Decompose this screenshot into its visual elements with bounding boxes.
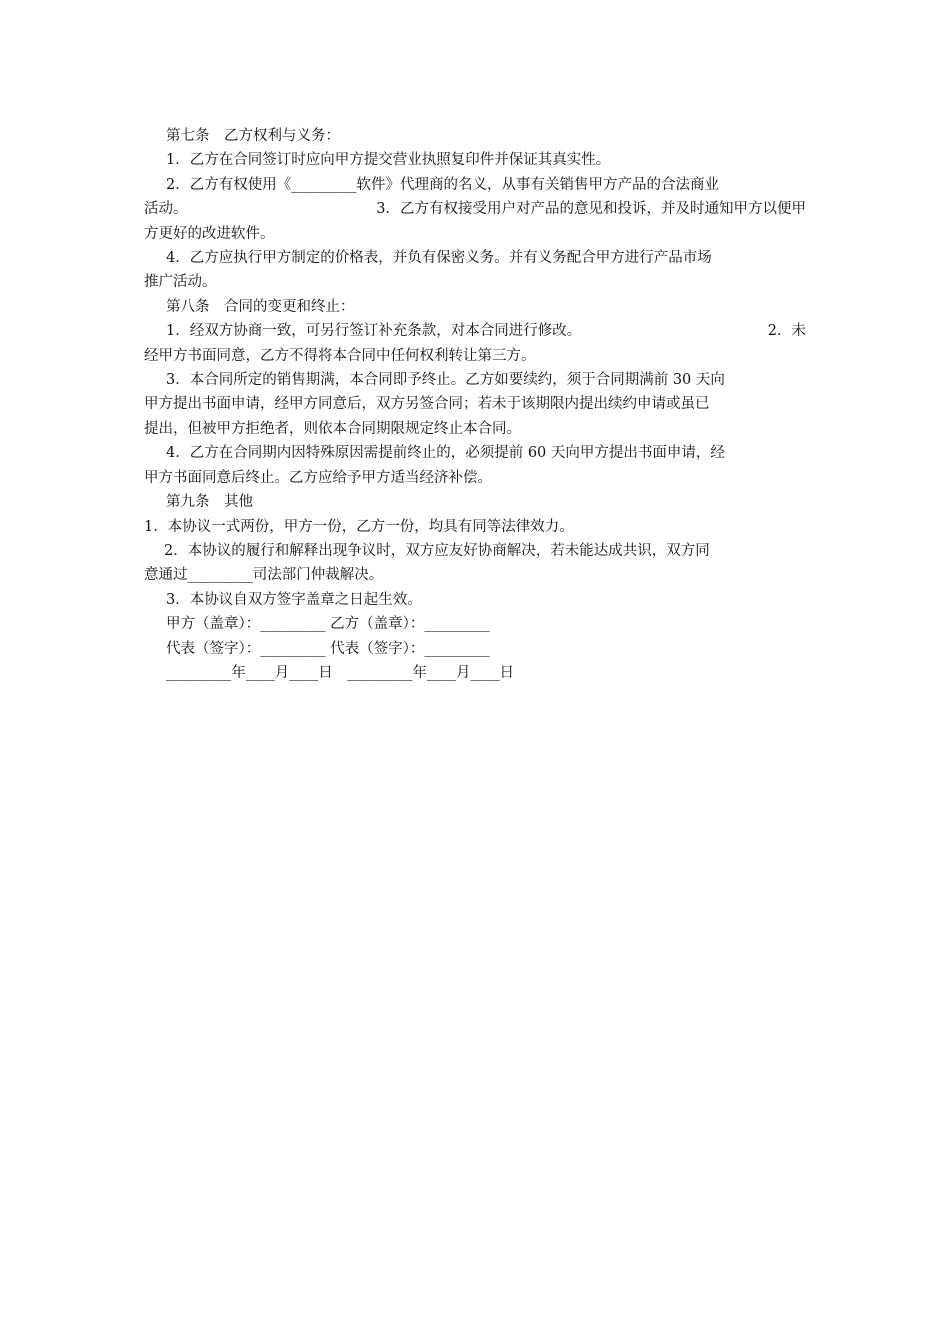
article-7-item-3-line-2: 方更好的改进软件。 [144, 225, 275, 242]
article-8-item-3-line-1: 3．本合同所定的销售期满，本合同即予终止。乙方如要续约，须于合同期满前 30 天向 [166, 372, 725, 389]
article-7-heading: 第七条 乙方权利与义务： [166, 128, 340, 144]
article-9-heading: 第九条 其他 [166, 494, 253, 511]
article-7-item-2-line-1: 2．乙方有权使用《_________软件》代理商的名义，从事有关销售甲方产品的合法商业 [166, 176, 719, 193]
article-8-item-4-line-1: 4．乙方在合同期内因特殊原因需提前终止的，必须提前 60 天向甲方提出书面申请，经 [166, 445, 725, 462]
signature-line: 代表（签字）：_________ 代表（签字）：_________ [166, 640, 490, 657]
article-9-item-2-line-1: 2．本协议的履行和解释出现争议时，双方应友好协商解决，若未能达成共识，双方同 [164, 542, 710, 559]
article-8-item-2-line-2: 经甲方书面同意，乙方不得将本合同中任何权利转让第三方。 [144, 347, 536, 364]
article-8-item-1: 1．经双方协商一致，可另行签订补充条款，对本合同进行修改。 [166, 323, 582, 340]
article-8-item-3-line-3: 提出，但被甲方拒绝者，则依本合同期限规定终止本合同。 [144, 420, 521, 437]
article-9-item-1: 1．本协议一式两份，甲方一份，乙方一份，均具有同等法律效力。 [144, 518, 574, 535]
article-8-heading: 第八条 合同的变更和终止： [166, 298, 355, 315]
article-9-item-3: 3．本协议自双方签字盖章之日起生效。 [166, 591, 422, 608]
article-7-item-1: 1．乙方在合同签订时应向甲方提交营业执照复印件并保证其真实性。 [166, 152, 611, 169]
article-7-item-4-line-2: 推广活动。 [144, 274, 217, 291]
article-8-item-1-line [144, 319, 806, 343]
article-8-item-3-line-2: 甲方提出书面申请，经甲方同意后，双方另签合同；若未于该期限内提出续约申请或虽已 [144, 396, 710, 413]
article-7-item-4-line-1: 4．乙方应执行甲方制定的价格表，并负有保密义务。并有义务配合甲方进行产品市场 [166, 250, 712, 267]
article-9-item-2-line-2: 意通过_________司法部门仲裁解决。 [144, 567, 384, 584]
seal-line: 甲方（盖章）：_________ 乙方（盖章）：_________ [166, 616, 490, 633]
article-7-item-2-end: 活动。 [144, 201, 188, 218]
date-line: _________年____月____日 _________年____月____日 [166, 664, 514, 681]
article-8-item-4-line-2: 甲方书面同意后终止。乙方应给予甲方适当经济补偿。 [144, 469, 492, 486]
article-7-item-2-line-2 [144, 197, 806, 221]
article-8-item-2-start: 2．未 [767, 323, 806, 340]
contract-body [144, 124, 806, 685]
article-7-item-3-start: 3．乙方有权接受用户对产品的意见和投诉，并及时通知甲方以便甲 [376, 201, 806, 218]
